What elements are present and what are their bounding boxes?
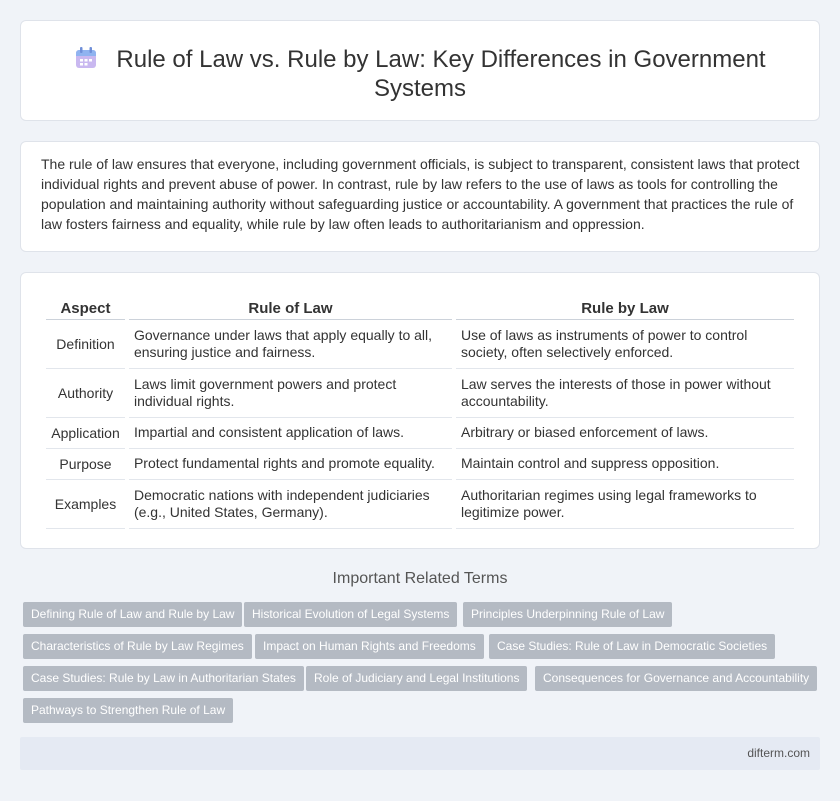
- header-rule-by-law: Rule by Law: [456, 295, 794, 320]
- table-row: [46, 418, 794, 449]
- aspect-cell: Authority: [46, 369, 125, 418]
- page-title-wrap: [21, 45, 819, 103]
- related-term-tag[interactable]: Characteristics of Rule by Law Regimes: [23, 634, 252, 659]
- header-rule-of-law: Rule of Law: [129, 295, 452, 320]
- related-term-tag[interactable]: Consequences for Governance and Accountability: [535, 666, 817, 691]
- rule-of-law-cell: Governance under laws that apply equally to all, ensuring justice and fairness.: [129, 320, 452, 369]
- comparison-card: [20, 272, 820, 549]
- aspect-cell: Application: [46, 418, 125, 449]
- related-term-tag[interactable]: Role of Judiciary and Legal Institutions: [306, 666, 527, 691]
- intro-card: [20, 141, 820, 252]
- rule-by-law-cell: Maintain control and suppress opposition.: [456, 449, 794, 480]
- table-row: [46, 480, 794, 529]
- page-title: Rule of Law vs. Rule by Law: Key Differences in Government Systems: [116, 46, 766, 102]
- table-row: [46, 369, 794, 418]
- related-term-tag[interactable]: Case Studies: Rule of Law in Democratic Societies: [489, 634, 775, 659]
- related-term-tag[interactable]: Defining Rule of Law and Rule by Law: [23, 602, 242, 627]
- rule-by-law-cell: Arbitrary or biased enforcement of laws.: [456, 418, 794, 449]
- rule-of-law-cell: Democratic nations with independent judiciaries (e.g., United States, Germany).: [129, 480, 452, 529]
- aspect-cell: Definition: [46, 320, 125, 369]
- rule-of-law-cell: Laws limit government powers and protect individual rights.: [129, 369, 452, 418]
- rule-by-law-cell: Use of laws as instruments of power to control society, often selectively enforced.: [456, 320, 794, 369]
- table-row: [46, 449, 794, 480]
- comparison-table: [42, 295, 798, 529]
- header-card: [20, 20, 820, 121]
- table-row: [46, 320, 794, 369]
- related-term-tag[interactable]: Impact on Human Rights and Freedoms: [255, 634, 484, 659]
- rule-of-law-cell: Protect fundamental rights and promote equality.: [129, 449, 452, 480]
- related-term-tag[interactable]: Historical Evolution of Legal Systems: [244, 602, 457, 627]
- intro-text: The rule of law ensures that everyone, including government officials, is subject to transparent, consistent laws that protect individual rights and prevent abuse of power. In contrast, rule by law refers to the use of laws as tools for controlling the population and maintaining authority without safeguarding justice or accountability. A government that practices the rule of law fosters fairness and equality, while rule by law often leads to authoritarianism and oppression.: [41, 156, 800, 232]
- calendar-icon: [74, 46, 98, 70]
- header-aspect: Aspect: [46, 295, 125, 320]
- rule-by-law-cell: Law serves the interests of those in power without accountability.: [456, 369, 794, 418]
- related-term-tag[interactable]: Pathways to Strengthen Rule of Law: [23, 698, 233, 723]
- footer-site[interactable]: difterm.com: [747, 746, 810, 760]
- related-term-tag[interactable]: Principles Underpinning Rule of Law: [463, 602, 672, 627]
- related-term-tag[interactable]: Case Studies: Rule by Law in Authoritarian States: [23, 666, 304, 691]
- rule-of-law-cell: Impartial and consistent application of laws.: [129, 418, 452, 449]
- rule-by-law-cell: Authoritarian regimes using legal frameworks to legitimize power.: [456, 480, 794, 529]
- aspect-cell: Purpose: [46, 449, 125, 480]
- footer-bar: [20, 737, 820, 770]
- aspect-cell: Examples: [46, 480, 125, 529]
- related-terms-title: Important Related Terms: [332, 570, 508, 587]
